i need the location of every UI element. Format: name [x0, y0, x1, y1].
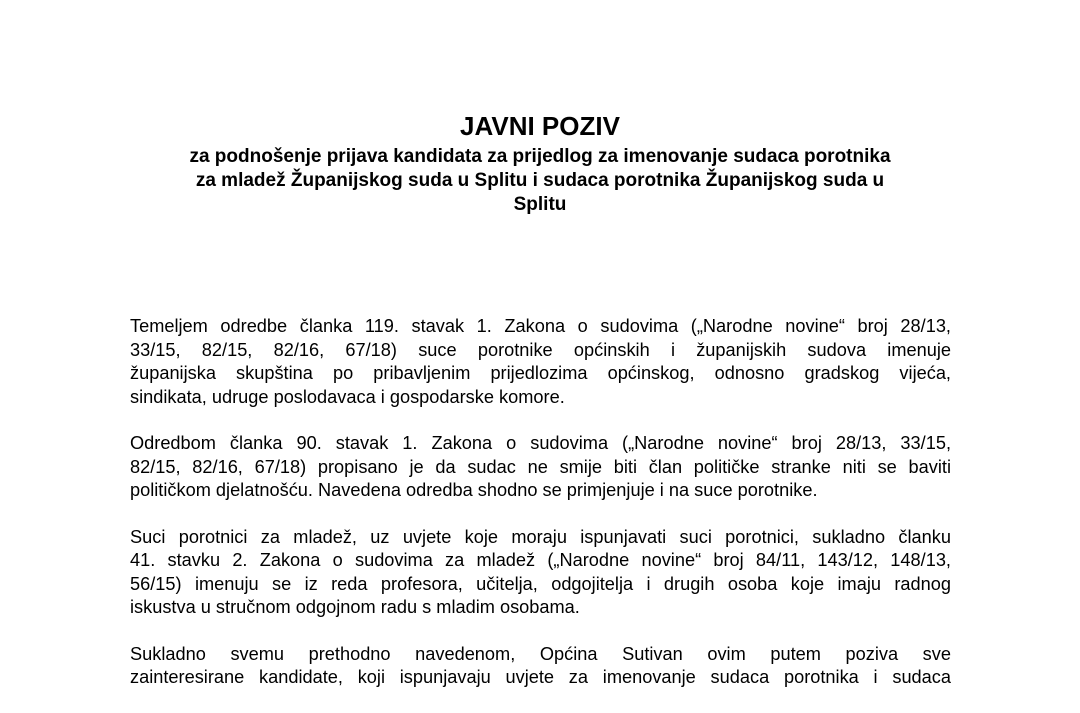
text-line: 41. stavku 2. Zakona o sudovima za mladež („Narodne novine“ broj 84/11, 143/12, 148/13, [130, 550, 951, 570]
text-line: političkom djelatnošću. Navedena odredba shodno se primjenjuje i na suce porotnike. [130, 480, 818, 500]
text-line: 56/15) imenuju se iz reda profesora, učitelja, odgojitelja i drugih osoba koje imaju radnog [130, 573, 951, 594]
subtitle-line: Splitu [513, 194, 567, 215]
text-line: zainteresirane kandidate, koji ispunjavaju uvjete za imenovanje sudaca porotnika i sudaca [130, 667, 951, 687]
document-subtitle [120, 145, 960, 217]
text-line: Sukladno svemu prethodno navedenom, Općina Sutivan ovim putem poziva sve [130, 643, 951, 664]
text-line: sindikata, udruge poslodavaca i gospodarske komore. [130, 386, 565, 407]
subtitle-line: za podnošenje prijava kandidata za prijedlog za imenovanje sudaca porotnika [189, 146, 891, 167]
document-body [130, 315, 951, 713]
paragraph-legal-basis [130, 315, 951, 409]
paragraph-invitation [130, 643, 951, 690]
text-line: Odredbom članka 90. stavak 1. Zakona o sudovima („Narodne novine“ broj 28/13, 33/15, [130, 433, 951, 453]
paragraph-youth-judges [130, 526, 951, 620]
document-title: JAVNI POZIV [460, 111, 620, 141]
text-line: županijska skupština po pribavljenim prijedlozima općinskog, odnosno gradskog vijeća, [130, 363, 951, 383]
text-line: iskustva u stručnom odgojnom radu s mladim osobama. [130, 597, 580, 617]
subtitle-line: za mladež Županijskog suda u Splitu i sudaca porotnika Županijskog suda u [195, 170, 885, 191]
text-line: Temeljem odredbe članka 119. stavak 1. Zakona o sudovima („Narodne novine“ broj 28/13, [130, 316, 951, 336]
text-line: 82/15, 82/16, 67/18) propisano je da sudac ne smije biti član političke stranke niti se baviti [130, 456, 951, 477]
text-line: Suci porotnici za mladež, uz uvjete koje moraju ispunjavati suci porotnici, sukladno članku [130, 526, 951, 547]
text-line: 33/15, 82/15, 82/16, 67/18) suce porotnike općinskih i županijskih sudova imenuje [130, 339, 951, 360]
paragraph-political-restriction [130, 432, 951, 503]
